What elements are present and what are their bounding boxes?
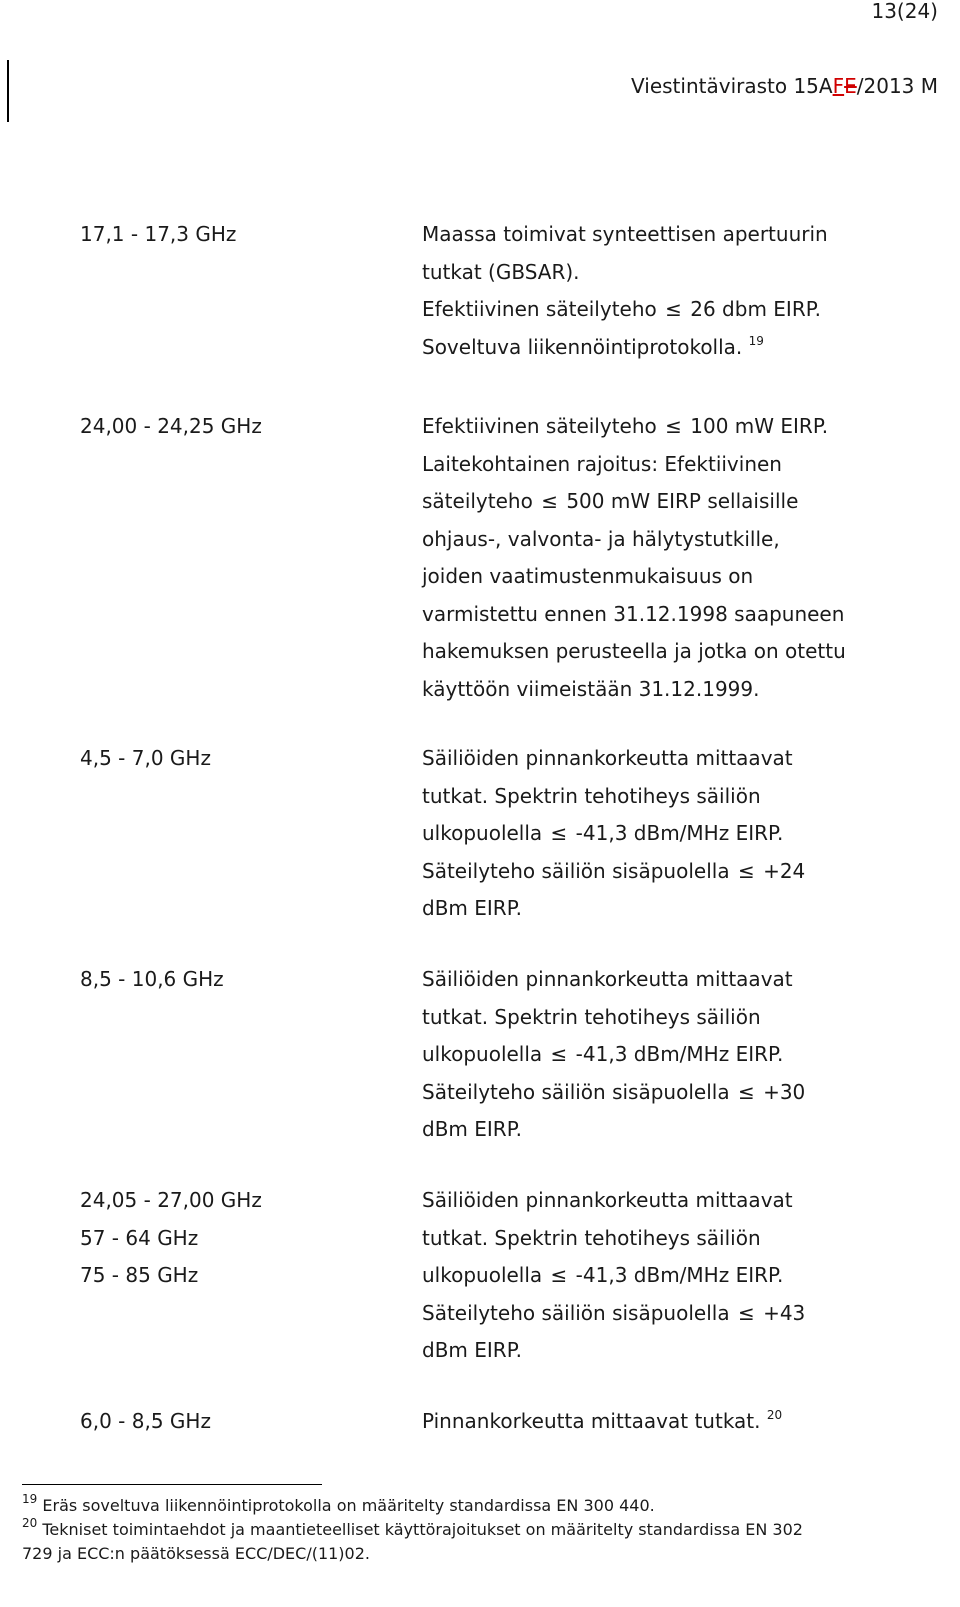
- condition-line: [422, 483, 892, 521]
- less-or-equal-symbol: ≤: [541, 489, 558, 513]
- condition-line: hakemuksen perusteella ja jotka on otettu: [422, 639, 846, 663]
- limit-value: 500 mW EIRP sellaisille: [566, 489, 799, 513]
- condition-text: ulkopuolella: [422, 1042, 543, 1066]
- footnote-line: [22, 1542, 922, 1566]
- conditions-cell: [422, 1403, 892, 1441]
- conditions-cell: [422, 740, 892, 928]
- condition-text: Pinnankorkeutta mittaavat tutkat.: [422, 1409, 761, 1433]
- condition-line: tutkat. Spektrin tehotiheys säiliön: [422, 1004, 761, 1029]
- condition-text: Soveltuva liikennöintiprotokolla.: [422, 334, 743, 359]
- condition-text: Efektiivinen säteilyteho: [422, 297, 657, 321]
- footnote-number: 20: [22, 1516, 38, 1530]
- frequency-band-cell: [80, 740, 400, 778]
- frequency-band: 17,1 - 17,3 GHz: [80, 222, 237, 246]
- condition-text: ulkopuolella: [422, 821, 543, 845]
- footnote: [22, 1518, 922, 1566]
- limit-value: +24: [763, 858, 806, 883]
- condition-text: Efektiivinen säteilyteho: [422, 414, 657, 438]
- frequency-band: 8,5 - 10,6 GHz: [80, 967, 224, 991]
- less-or-equal-symbol: ≤: [737, 1300, 755, 1325]
- footnote-text: Eräs soveltuva liikennöintiprotokolla on määritelty standardissa EN 300 440.: [42, 1496, 655, 1515]
- condition-line: dBm EIRP.: [422, 1338, 522, 1362]
- condition-line: [422, 1036, 892, 1074]
- condition-line: ohjaus-, valvonta- ja hälytystutkille,: [422, 526, 780, 551]
- condition-line: varmistettu ennen 31.12.1998 saapuneen: [422, 601, 845, 626]
- reference-suffix: /2013 M: [856, 74, 938, 98]
- condition-text: ulkopuolella: [422, 1263, 543, 1287]
- limit-value: -41,3 dBm/MHz EIRP.: [575, 1042, 784, 1066]
- frequency-band-cell: [80, 1403, 400, 1441]
- less-or-equal-symbol: ≤: [737, 858, 755, 883]
- less-or-equal-symbol: ≤: [737, 1079, 755, 1104]
- reference-deleted-char: E: [844, 74, 857, 98]
- condition-line: dBm EIRP.: [422, 1117, 522, 1141]
- condition-text: Säteilyteho säiliön sisäpuolella: [422, 1300, 730, 1325]
- condition-line: käyttöön viimeistään 31.12.1999.: [422, 676, 760, 701]
- change-bar: [7, 60, 9, 122]
- page-number: 13(24): [871, 0, 938, 23]
- frequency-band: 75 - 85 GHz: [80, 1263, 199, 1287]
- condition-text: Säteilyteho säiliön sisäpuolella: [422, 858, 730, 883]
- footnote: [22, 1494, 922, 1518]
- limit-value: 100 mW EIRP.: [690, 414, 829, 438]
- condition-line: [422, 1403, 892, 1441]
- footnote-line: [22, 1494, 922, 1518]
- condition-line: [422, 408, 892, 446]
- conditions-cell: [422, 1182, 892, 1370]
- condition-line: joiden vaatimustenmukaisuus on: [422, 564, 754, 588]
- limit-value: -41,3 dBm/MHz EIRP.: [575, 821, 784, 845]
- condition-line: Säiliöiden pinnankorkeutta mittaavat: [422, 967, 793, 991]
- limit-value: +43: [763, 1300, 806, 1325]
- footnote-reference[interactable]: 19: [748, 333, 764, 348]
- condition-line: dBm EIRP.: [422, 896, 522, 920]
- condition-line: Säiliöiden pinnankorkeutta mittaavat: [422, 1188, 793, 1212]
- condition-line: tutkat. Spektrin tehotiheys säiliön: [422, 783, 761, 808]
- footnote-text: Tekniset toimintaehdot ja maantieteelliset käyttörajoitukset on määritelty standardissa EN 302: [42, 1520, 803, 1539]
- condition-text: Säteilyteho säiliön sisäpuolella: [422, 1079, 730, 1104]
- condition-text: säteilyteho: [422, 489, 533, 513]
- frequency-band-cell: [80, 1182, 400, 1295]
- footnote-text: 729 ja ECC:n päätöksessä ECC/DEC/(11)02.: [22, 1544, 370, 1563]
- frequency-band: 24,00 - 24,25 GHz: [80, 414, 262, 438]
- condition-line: tutkat (GBSAR).: [422, 259, 580, 284]
- condition-line: [422, 1257, 892, 1295]
- condition-line: Säiliöiden pinnankorkeutta mittaavat: [422, 746, 793, 770]
- less-or-equal-symbol: ≤: [550, 1263, 568, 1287]
- conditions-cell: [422, 216, 892, 366]
- frequency-band: 24,05 - 27,00 GHz: [80, 1188, 262, 1212]
- frequency-band: 4,5 - 7,0 GHz: [80, 746, 211, 770]
- frequency-band-cell: [80, 408, 400, 446]
- footnote-line: [22, 1518, 922, 1542]
- limit-value: -41,3 dBm/MHz EIRP.: [575, 1263, 784, 1287]
- document-reference: [631, 74, 938, 98]
- footnote-reference[interactable]: 20: [766, 1408, 783, 1422]
- footnote-number: 19: [22, 1492, 38, 1506]
- limit-value: 26 dbm EIRP.: [690, 297, 822, 321]
- less-or-equal-symbol: ≤: [665, 297, 682, 321]
- condition-line: tutkat. Spektrin tehotiheys säiliön: [422, 1225, 761, 1250]
- condition-line: [422, 1074, 892, 1112]
- condition-line: Maassa toimivat synteettisen apertuurin: [422, 222, 828, 246]
- less-or-equal-symbol: ≤: [550, 1042, 568, 1066]
- reference-prefix: Viestintävirasto 15A: [631, 74, 833, 98]
- conditions-cell: [422, 961, 892, 1149]
- frequency-band-cell: [80, 216, 400, 254]
- less-or-equal-symbol: ≤: [665, 414, 682, 438]
- condition-line: [422, 1295, 892, 1333]
- less-or-equal-symbol: ≤: [550, 821, 568, 845]
- frequency-band: 57 - 64 GHz: [80, 1225, 199, 1250]
- condition-line: [422, 853, 892, 891]
- condition-line: [422, 291, 892, 329]
- reference-inserted-char: F: [832, 74, 845, 98]
- frequency-band-cell: [80, 961, 400, 999]
- condition-line: [422, 815, 892, 853]
- footnote-separator: [22, 1484, 322, 1485]
- condition-line: Laitekohtainen rajoitus: Efektiivinen: [422, 451, 782, 476]
- conditions-cell: [422, 408, 892, 708]
- frequency-band: 6,0 - 8,5 GHz: [80, 1409, 211, 1433]
- limit-value: +30: [763, 1079, 806, 1104]
- footnotes: [22, 1494, 922, 1566]
- condition-line: [422, 329, 892, 367]
